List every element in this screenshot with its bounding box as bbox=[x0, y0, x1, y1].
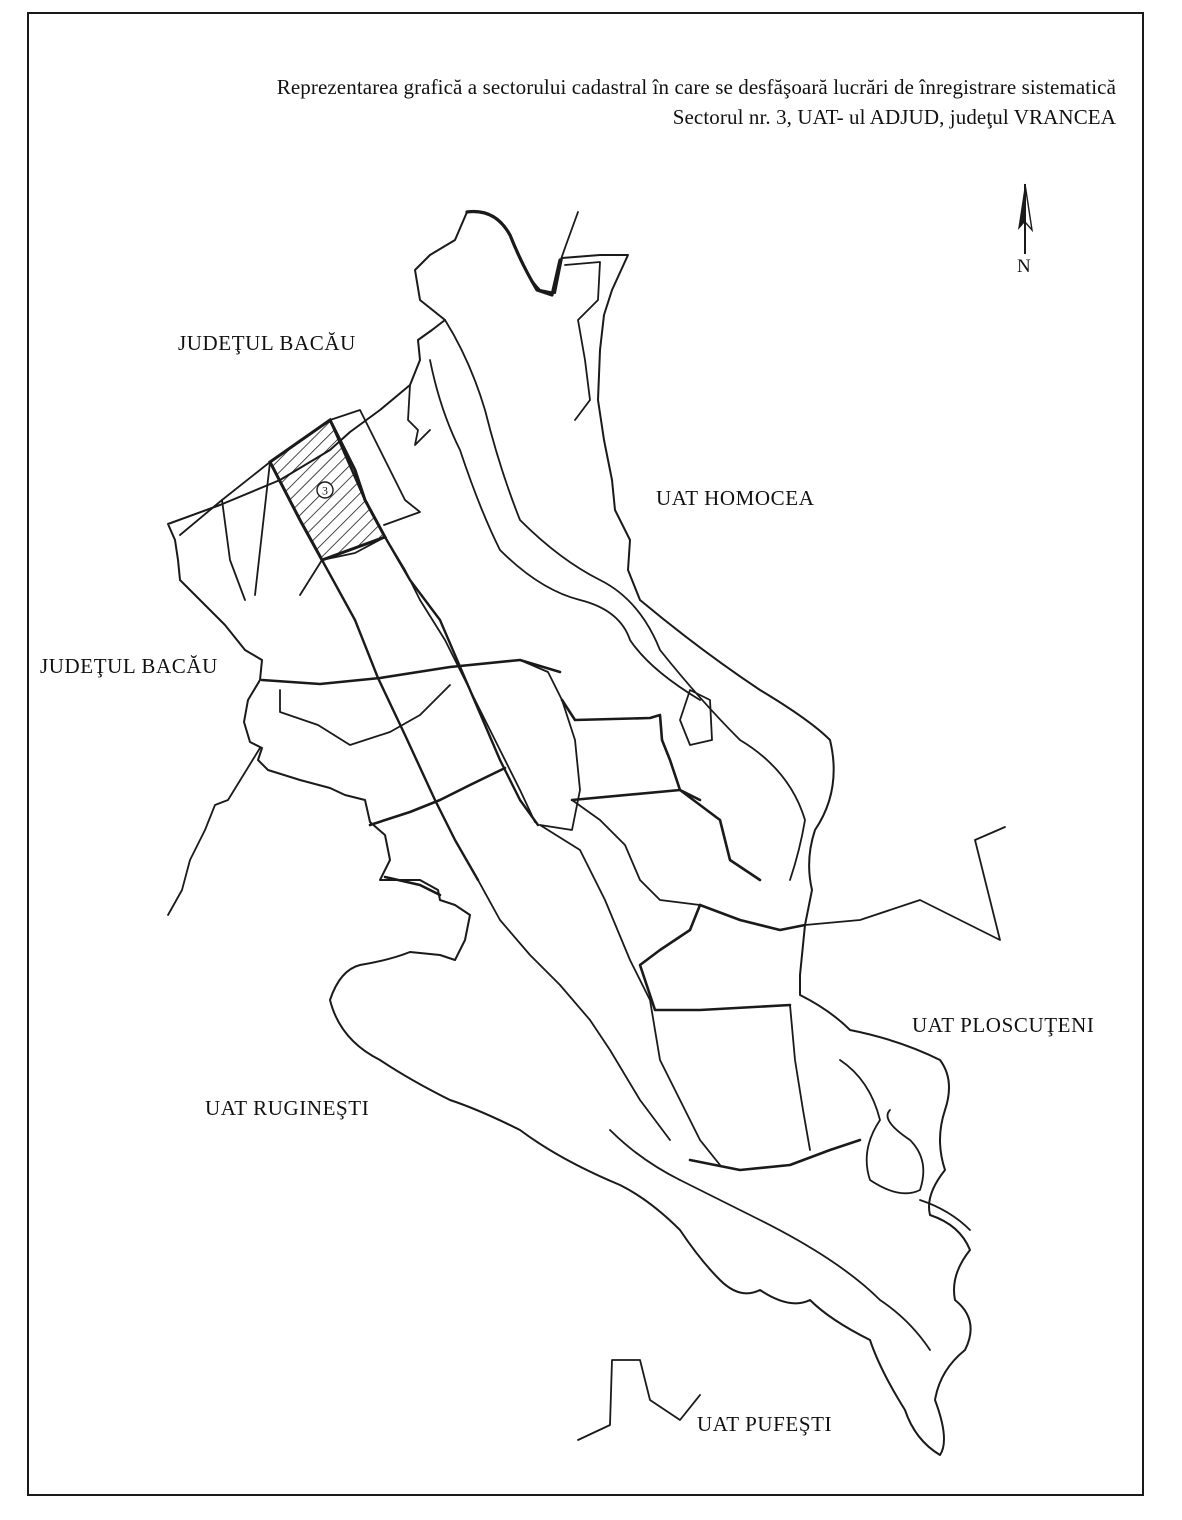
homocea-boundary bbox=[560, 212, 578, 262]
island-outline bbox=[565, 262, 600, 420]
sector-3-number: 3 bbox=[322, 483, 328, 498]
parcel-line bbox=[920, 1200, 970, 1230]
label-judetul-bacau-top: JUDEŢUL BACĂU bbox=[178, 331, 356, 355]
title-line-1: Reprezentarea grafică a sectorului cadastral în care se desfăşoară lucrări de înregistrare sistematică bbox=[276, 75, 1116, 99]
pufesti-boundary bbox=[578, 1360, 700, 1440]
label-judetul-bacau-mid: JUDEŢUL BACĂU bbox=[40, 654, 218, 678]
parcel-line bbox=[700, 905, 805, 930]
ploscuteni-boundary bbox=[805, 827, 1005, 940]
parcel-line bbox=[690, 1140, 860, 1170]
north-label: N bbox=[1017, 256, 1031, 277]
northern-stream bbox=[467, 211, 560, 295]
parcel-line bbox=[572, 790, 760, 880]
parcel-line bbox=[168, 748, 260, 915]
parcel-line bbox=[562, 700, 700, 800]
uat-outer-boundary bbox=[168, 212, 971, 1455]
parcel-line bbox=[610, 1130, 680, 1180]
parcel-line bbox=[540, 825, 720, 1165]
parcel-line bbox=[790, 1005, 810, 1150]
parcel-line bbox=[262, 660, 560, 684]
parcel-line bbox=[478, 880, 670, 1140]
parcel-line bbox=[408, 385, 430, 445]
label-uat-homocea: UAT HOMOCEA bbox=[656, 486, 815, 510]
parcel-line bbox=[840, 1060, 923, 1193]
label-uat-pufesti: UAT PUFEŞTI bbox=[697, 1412, 833, 1436]
parcel-line bbox=[572, 800, 700, 905]
label-uat-ruginesti: UAT RUGINEŞTI bbox=[205, 1096, 370, 1120]
parcel-boundaries bbox=[168, 211, 1005, 1455]
parcel-line bbox=[370, 768, 505, 825]
road-corridor bbox=[385, 537, 535, 822]
label-uat-ploscuteni: UAT PLOSCUŢENI bbox=[912, 1013, 1095, 1037]
parcel-line bbox=[520, 660, 580, 830]
parcel-line bbox=[222, 462, 270, 595]
parcel-line bbox=[280, 685, 450, 745]
parcel-line bbox=[680, 1180, 930, 1350]
parcel-line bbox=[640, 905, 790, 1010]
title-line-2: Sectorul nr. 3, UAT- ul ADJUD, judeţul VRANCEA bbox=[672, 105, 1116, 129]
sector-3-area bbox=[270, 420, 385, 560]
